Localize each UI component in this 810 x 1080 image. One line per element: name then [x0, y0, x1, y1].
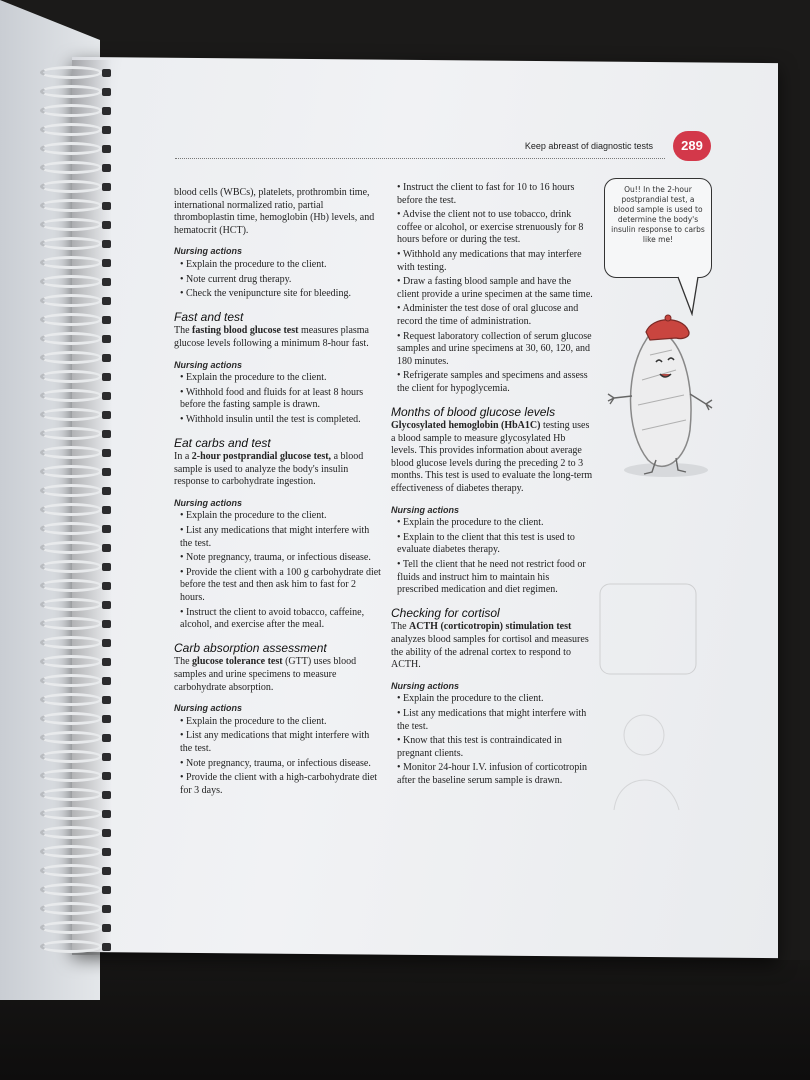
binding-hole: [102, 164, 111, 172]
binding-ring: [40, 66, 102, 79]
binding-ring: [40, 788, 102, 801]
binding-ring: [40, 826, 102, 839]
binding-hole: [102, 734, 111, 742]
binding-hole: [102, 468, 111, 476]
binding-ring: [40, 541, 102, 554]
postprandial-paragraph: [174, 451, 382, 489]
binding-hole: [102, 715, 111, 723]
list-item: • Explain the procedure to the client.: [174, 510, 382, 523]
binding-hole: [102, 449, 111, 457]
list-item: • Explain the procedure to the client.: [174, 716, 382, 729]
heading-checking-cortisol: Checking for cortisol: [391, 605, 500, 620]
left-column: [174, 187, 382, 799]
list-item: • Withhold food and fluids for at least 8 hours before the fasting sample is drawn.: [174, 387, 382, 412]
binding-hole: [102, 563, 111, 571]
binding-hole: [102, 696, 111, 704]
binding-ring: [40, 237, 102, 250]
binding-ring: [40, 617, 102, 630]
faded-bleedthrough-illustration: [594, 580, 704, 830]
binding-ring: [40, 598, 102, 611]
binding-ring: [40, 674, 102, 687]
subheading-nursing-actions: Nursing actions: [174, 703, 243, 714]
binding-hole: [102, 202, 111, 210]
binding-hole: [102, 316, 111, 324]
binding-ring: [40, 883, 102, 896]
binding-ring: [40, 921, 102, 934]
binding-hole: [102, 658, 111, 666]
binding-hole: [102, 829, 111, 837]
list-item: • Check the venipuncture site for bleeding.: [174, 288, 382, 301]
list-item: • Request laboratory collection of serum glucose samples and urine specimens at 30, 60, 120, and 180 minutes.: [391, 331, 593, 369]
binding-ring: [40, 655, 102, 668]
list-item: • Instruct the client to fast for 10 to 16 hours before the test.: [391, 182, 593, 207]
running-head: Keep abreast of diagnostic tests: [524, 141, 653, 151]
list-item: • Refrigerate samples and specimens and assess the client for hypoglycemia.: [391, 370, 593, 395]
binding-ring: [40, 389, 102, 402]
heading-fast-and-test: Fast and test: [174, 309, 244, 324]
list-item: • Provide the client with a 100 g carbohydrate diet before the test and then ask him to fast for 2 hours.: [174, 567, 382, 605]
fasting-test-paragraph: [174, 325, 382, 350]
binding-ring: [40, 940, 102, 953]
binding-hole: [102, 259, 111, 267]
binding-hole: [102, 126, 111, 134]
list-item: • List any medications that might interfere with the test.: [174, 525, 382, 550]
binding-ring: [40, 579, 102, 592]
binding-ring: [40, 294, 102, 307]
subheading-nursing-actions: Nursing actions: [174, 497, 243, 508]
binding-ring: [40, 142, 102, 155]
binding-ring: [40, 465, 102, 478]
term-bold: glucose tolerance test: [192, 656, 283, 668]
binding-ring: [40, 218, 102, 231]
header-rule: [175, 158, 665, 159]
binding-hole: [102, 221, 111, 229]
binding-hole: [102, 848, 111, 856]
binding-hole: [102, 240, 111, 248]
subheading-nursing-actions: Nursing actions: [174, 246, 243, 257]
text: (GTT) uses blood samples and urine specimens to measure carbohydrate absorption.: [174, 656, 357, 693]
list-item: • Advise the client not to use tobacco, drink coffee or alcohol, or exercise strenuously for 8 hours before or during the test.: [391, 209, 593, 247]
term-bold: ACTH (corticotropin) stimulation test: [409, 621, 572, 633]
subheading-nursing-actions: Nursing actions: [391, 504, 460, 515]
subheading-nursing-actions: Nursing actions: [174, 359, 243, 370]
right-column: [391, 182, 593, 790]
intro-paragraph: blood cells (WBCs), platelets, prothrombin time, international normalized ratio, partial thromboplastin time, hemoglobin (Hb) levels, and hematocrit (HCT).: [174, 187, 375, 236]
binding-hole: [102, 601, 111, 609]
hba1c-paragraph: [391, 420, 593, 496]
list-item: • Withhold any medications that may interfere with testing.: [391, 249, 593, 274]
binding-hole: [102, 677, 111, 685]
binding-hole: [102, 772, 111, 780]
list-item: • Draw a fasting blood sample and have the client provide a urine specimen at the same time.: [391, 276, 593, 301]
list-item: • Know that this test is contraindicated in pregnant clients.: [391, 735, 593, 760]
binding-ring: [40, 408, 102, 421]
gtt-paragraph: [174, 656, 382, 694]
binding-ring: [40, 484, 102, 497]
binding-ring: [40, 332, 102, 345]
binding-ring: [40, 636, 102, 649]
binding-hole: [102, 639, 111, 647]
subheading-nursing-actions: Nursing actions: [391, 680, 460, 691]
heading-months-blood-glucose: Months of blood glucose levels: [391, 404, 556, 419]
binding-hole: [102, 335, 111, 343]
page-number-badge: 289: [673, 131, 711, 161]
binding-ring: [40, 161, 102, 174]
list-item: • Note current drug therapy.: [174, 274, 382, 287]
binding-hole: [102, 867, 111, 875]
binding-ring: [40, 85, 102, 98]
binding-hole: [102, 582, 111, 590]
term-bold: Glycosylated hemoglobin (HbA1C): [391, 420, 541, 432]
binding-hole: [102, 183, 111, 191]
binding-hole: [102, 943, 111, 951]
term-bold: fasting blood glucose test: [192, 325, 299, 337]
carb-mascot-illustration: [606, 310, 721, 480]
binding-ring: [40, 712, 102, 725]
list-item: • Explain the procedure to the client.: [391, 693, 593, 706]
binding-hole: [102, 620, 111, 628]
binding-hole: [102, 791, 111, 799]
list-item: • Monitor 24-hour I.V. infusion of corticotropin after the baseline serum sample is drawn.: [391, 762, 593, 787]
list-item: • Instruct the client to avoid tobacco, caffeine, alcohol, and exercise after the meal.: [174, 607, 382, 632]
binding-hole: [102, 506, 111, 514]
text: The: [174, 325, 193, 337]
binding-ring: [40, 446, 102, 459]
binding-hole: [102, 753, 111, 761]
binding-hole: [102, 924, 111, 932]
binding-hole: [102, 886, 111, 894]
binding-ring: [40, 180, 102, 193]
list-item: • Provide the client with a high-carbohydrate diet for 3 days.: [174, 772, 382, 797]
binding-hole: [102, 430, 111, 438]
spiral-binding: [40, 60, 120, 960]
binding-ring: [40, 902, 102, 915]
text: measures plasma glucose levels following a minimum 8-hour fast.: [174, 325, 369, 349]
term-bold: 2-hour postprandial glucose test,: [191, 451, 332, 463]
binding-hole: [102, 278, 111, 286]
binding-ring: [40, 731, 102, 744]
binding-ring: [40, 845, 102, 858]
text: testing uses a blood sample to measure glycosylated Hb levels. This provides information about average blood glucose levels during the preceding 2 to 3 months. This test is used to evaluate the long-term effectiveness of diabetes therapy.: [391, 420, 593, 495]
text: The: [391, 621, 410, 633]
binding-hole: [102, 411, 111, 419]
binding-ring: [40, 123, 102, 136]
binding-ring: [40, 769, 102, 782]
heading-carb-absorption: Carb absorption assessment: [174, 640, 327, 655]
binding-hole: [102, 107, 111, 115]
list-item: • Note pregnancy, trauma, or infectious disease.: [174, 552, 382, 565]
binding-hole: [102, 525, 111, 533]
binding-hole: [102, 810, 111, 818]
binding-ring: [40, 370, 102, 383]
speech-bubble: Ou!! In the 2-hour postprandial test, a blood sample is used to determine the body's insulin response to carbs like me!: [604, 178, 712, 278]
text: The: [174, 656, 193, 668]
list-item: • Explain the procedure to the client.: [174, 259, 382, 272]
list-item: • Tell the client that he need not restrict food or fluids and instruct him to maintain his prescribed medication and diet regimen.: [391, 559, 593, 597]
list-item: • Note pregnancy, trauma, or infectious disease.: [174, 758, 382, 771]
binding-ring: [40, 256, 102, 269]
binding-ring: [40, 275, 102, 288]
text: analyzes blood samples for cortisol and measures the ability of the adrenal cortex to respond to ACTH.: [391, 634, 589, 671]
binding-hole: [102, 392, 111, 400]
binding-ring: [40, 199, 102, 212]
list-item: • Administer the test dose of oral glucose and record the time of administration.: [391, 303, 593, 328]
binding-ring: [40, 750, 102, 763]
desk-surface: [0, 960, 810, 1080]
binding-hole: [102, 487, 111, 495]
binding-ring: [40, 560, 102, 573]
binding-hole: [102, 905, 111, 913]
binding-hole: [102, 145, 111, 153]
binding-ring: [40, 104, 102, 117]
binding-hole: [102, 544, 111, 552]
binding-ring: [40, 427, 102, 440]
binding-ring: [40, 807, 102, 820]
list-item: • Explain the procedure to the client.: [174, 372, 382, 385]
binding-ring: [40, 522, 102, 535]
list-item: • Explain the procedure to the client.: [391, 517, 593, 530]
binding-ring: [40, 503, 102, 516]
binding-ring: [40, 864, 102, 877]
binding-ring: [40, 313, 102, 326]
binding-hole: [102, 297, 111, 305]
binding-hole: [102, 373, 111, 381]
list-item: • Withhold insulin until the test is completed.: [174, 414, 382, 427]
list-item: • List any medications that might interfere with the test.: [174, 730, 382, 755]
heading-eat-carbs: Eat carbs and test: [174, 435, 271, 450]
text: In a: [174, 451, 192, 463]
acth-paragraph: [391, 621, 593, 671]
binding-ring: [40, 351, 102, 364]
text: a blood sample is used to analyze the body's insulin response to carbohydrate ingestion.: [174, 451, 364, 488]
binding-hole: [102, 88, 111, 96]
list-item: • List any medications that might interfere with the test.: [391, 708, 593, 733]
list-item: • Explain to the client that this test is used to evaluate diabetes therapy.: [391, 532, 593, 557]
binding-hole: [102, 69, 111, 77]
binding-hole: [102, 354, 111, 362]
binding-ring: [40, 693, 102, 706]
